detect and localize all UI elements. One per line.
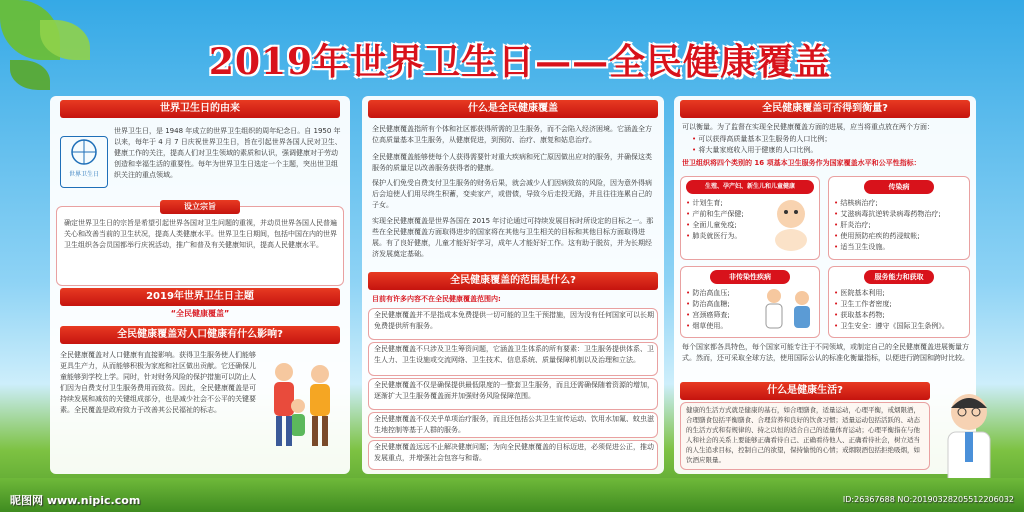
category-item: • 肝炎治疗; <box>834 220 968 231</box>
category-title: 非传染性疾病 <box>710 270 790 284</box>
category-list <box>686 288 756 332</box>
who-label: 世界卫生日 <box>68 171 99 178</box>
category-title: 服务能力和获取 <box>864 270 934 284</box>
scope-item: 全民健康覆盖不仅关乎单项治疗服务，而且还包括公共卫生宣传运动、饮用水加氟、蚊虫滋生地控制等基于人群的服务。 <box>374 415 654 434</box>
category-item: • 宫颈癌筛查; <box>686 310 756 321</box>
measure-text: 可以衡量。为了监督在实现全民健康覆盖方面的进展，应当将重点放在两个方面： <box>682 123 934 131</box>
panel-right <box>674 96 976 474</box>
category-list <box>834 198 968 253</box>
scope-item: 全民健康覆盖远远不止解决健康问题；为向全民健康覆盖的目标迈进，必须促进公正，推动发展重点，并增强社会包容与和谐。 <box>374 443 654 462</box>
definition-text-4: 实现全民健康覆盖是世界各国在 2015 年讨论通过可持续发展目标时所设定的目标之一。那些在全民健康覆盖方面取得进步的国家将在其他与卫生相关的目标和其他目标方面取得进展。有了良好健康，儿童才能好好学习，成年人才能好好工作。这有助于脱贫，并为长期经济发展奠定基础。 <box>372 217 654 258</box>
scope-item: 全民健康覆盖并不是指成本免费提供一切可能的卫生干预措施，因为没有任何国家可以长期免费提供所有服务。 <box>374 311 654 330</box>
category-list <box>686 198 766 242</box>
origin-text: 世界卫生日，是 1948 年成立的世界卫生组织的周年纪念日。自 1950 年以来，每年于 4 月 7 日庆祝世界卫生日，旨在引起世界各国人民对卫生、健康工作的关注，提高人们对卫生领域的素质和认识，强调健康对于劳动创造和幸福生活的重要性。每年为世界卫生日选定一个主题，突出世卫组织关注的重点领域。 <box>114 127 342 179</box>
category-title: 传染病 <box>864 180 934 194</box>
section-heading: 2019年世界卫生日主题 <box>60 288 340 306</box>
category-item: • 艾滋病毒抗逆转录病毒药物治疗; <box>834 209 968 220</box>
doctor-patient-illustration <box>760 286 816 334</box>
leaf-decoration <box>10 60 50 90</box>
scope-subtitle: 目前有许多内容不在全民健康覆盖范围内: <box>372 295 501 303</box>
panel-left <box>50 96 350 474</box>
section-heading: 全民健康覆盖对人口健康有什么影响? <box>60 326 340 344</box>
section-heading: 什么是健康生活? <box>680 382 930 400</box>
globe-icon <box>67 137 101 167</box>
watermark-left: 昵图网 www.nipic.com <box>10 494 141 507</box>
family-illustration <box>264 358 346 458</box>
category-item: • 结核病治疗; <box>834 198 968 209</box>
category-item: • 防治高血糖; <box>686 299 756 310</box>
panel-middle <box>362 96 664 474</box>
definition-text-2: 全民健康覆盖能够使每个人获得需要针对重大疾病和死亡原因做出应对的服务，并确保这类服务的质量足以改善服务获得者的健康。 <box>372 153 652 172</box>
indicator-note: 世卫组织将四个类别的 16 项基本卫生服务作为国家覆盖水平和公平性指标： <box>682 159 921 167</box>
section-heading: 世界卫生日的由来 <box>60 100 340 118</box>
measure-explanation: 每个国家都各具特色，每个国家可能专注于不同领域，或制定自己的全民健康覆盖进展衡量方式。然而，还可采取全球方法，使用国际公认的标准化衡量指标，以便进行跨国和跨时比较。 <box>682 343 969 362</box>
category-item: • 全面儿童免疫; <box>686 220 766 231</box>
category-item: • 产前和生产保健; <box>686 209 766 220</box>
category-item: • 烟草使用。 <box>686 321 756 332</box>
section-heading: 全民健康覆盖可否得到衡量? <box>680 100 970 118</box>
category-item: • 计划生育; <box>686 198 766 209</box>
category-item: • 获取基本药物; <box>834 310 968 321</box>
category-item: • 医院基本利用; <box>834 288 968 299</box>
category-item: • 适当卫生设施。 <box>834 242 968 253</box>
definition-text-3: 保护人们免受自费支付卫生服务的财务后果，就会减少人们因病致贫的风险，因为意外得病后会迫使人们用尽终生积蓄，变卖家产，或借债，导致今后走投无路，并且往往连累自己的子女。 <box>372 179 652 209</box>
category-item: • 防治高血压; <box>686 288 756 299</box>
section-heading: 全民健康覆盖的范围是什么? <box>368 272 658 290</box>
scope-item: 全民健康覆盖不只涉及卫生筹资问题，它涵盖卫生体系的所有要素：卫生服务提供体系、卫生人力、卫生设施或交流网络、卫生技术、信息系统、质量保障机制以及治理和立法。 <box>374 345 654 364</box>
healthy-life-text: 健康的生活方式就是健康的基石，如合理膳食，适量运动，心理平衡，戒烟限酒，合理膳食包括平衡膳食、合理营养和良好的饮食习惯；适量运动包括活跃的、动态的生活方式和有规律的、持之以恒的适合自己的适量体育运动；心理平衡指在与他人和社会的关系上要能够正确看待自己、正确看待他人、正确看待社会，树立适当的人生追求目标，控制自己的欲望，保持愉悦的心情；戒烟限酒包括拒绝吸烟，如饮酒应限量。 <box>686 406 920 464</box>
watermark-right: ID:26367688 NO:20190328205512206032 <box>842 495 1014 504</box>
purpose-text: 确定世界卫生日的宗旨是希望引起世界各国对卫生问题的重视，并动员世界各国人民普遍关心和改善当前的卫生状况，提高人类健康水平。世界卫生日期间，包括中国在内的世界卫生组织各会员国都举行庆祝活动，推广和普及有关健康知识，提高人民健康水平。 <box>64 219 337 249</box>
measure-list <box>692 134 962 156</box>
section-heading: 什么是全民健康覆盖 <box>368 100 658 118</box>
category-item: • 卫生安全：遵守《国际卫生条例》。 <box>834 321 968 332</box>
category-list <box>834 288 968 332</box>
definition-text-1: 全民健康覆盖指所有个体和社区都获得所需的卫生服务，而不会陷入经济困境。它涵盖全方位高质量基本卫生服务，从健康促进，到预防、治疗、康复和姑息治疗。 <box>372 125 652 144</box>
measure-item: • 可以获得高质量基本卫生服务的人口比例； <box>692 134 962 145</box>
who-logo <box>60 136 108 188</box>
impact-text: 全民健康覆盖对人口健康有直接影响。获得卫生服务使人们能够更具生产力，从而能够积极为家庭和社区做出贡献。它还确保儿童能够到学校上学。同时，针对财务风险的保护措施可以防止人们因为自费支付卫生服务费用而致贫。因此，全民健康覆盖是可持续发展和减贫的关键组成部分，也是减少社会不公平的关键要素。全民覆盖是政府致力于改善其公民福祉的标志。 <box>60 351 256 414</box>
category-item: • 卫生工作者密度; <box>834 299 968 310</box>
page-title: 2019年世界卫生日——全民健康覆盖 <box>208 41 832 83</box>
category-item: • 肺炎就医行为。 <box>686 231 766 242</box>
theme-text: “全民健康覆盖” <box>170 309 230 318</box>
baby-illustration <box>766 196 816 252</box>
measure-item: • 将大量家庭收入用于健康的人口比例。 <box>692 145 962 156</box>
category-title: 生殖、孕产妇、新生儿和儿童健康 <box>686 180 814 194</box>
scope-item: 全民健康覆盖不仅是确保提供最低限度的一整套卫生服务，而且还需确保随着资源的增加，逐渐扩大卫生服务覆盖面并加强财务风险保障范围。 <box>374 381 654 400</box>
category-item: • 使用预防疟疾的药浸蚊帐; <box>834 231 968 242</box>
section-heading: 设立宗旨 <box>160 200 240 214</box>
